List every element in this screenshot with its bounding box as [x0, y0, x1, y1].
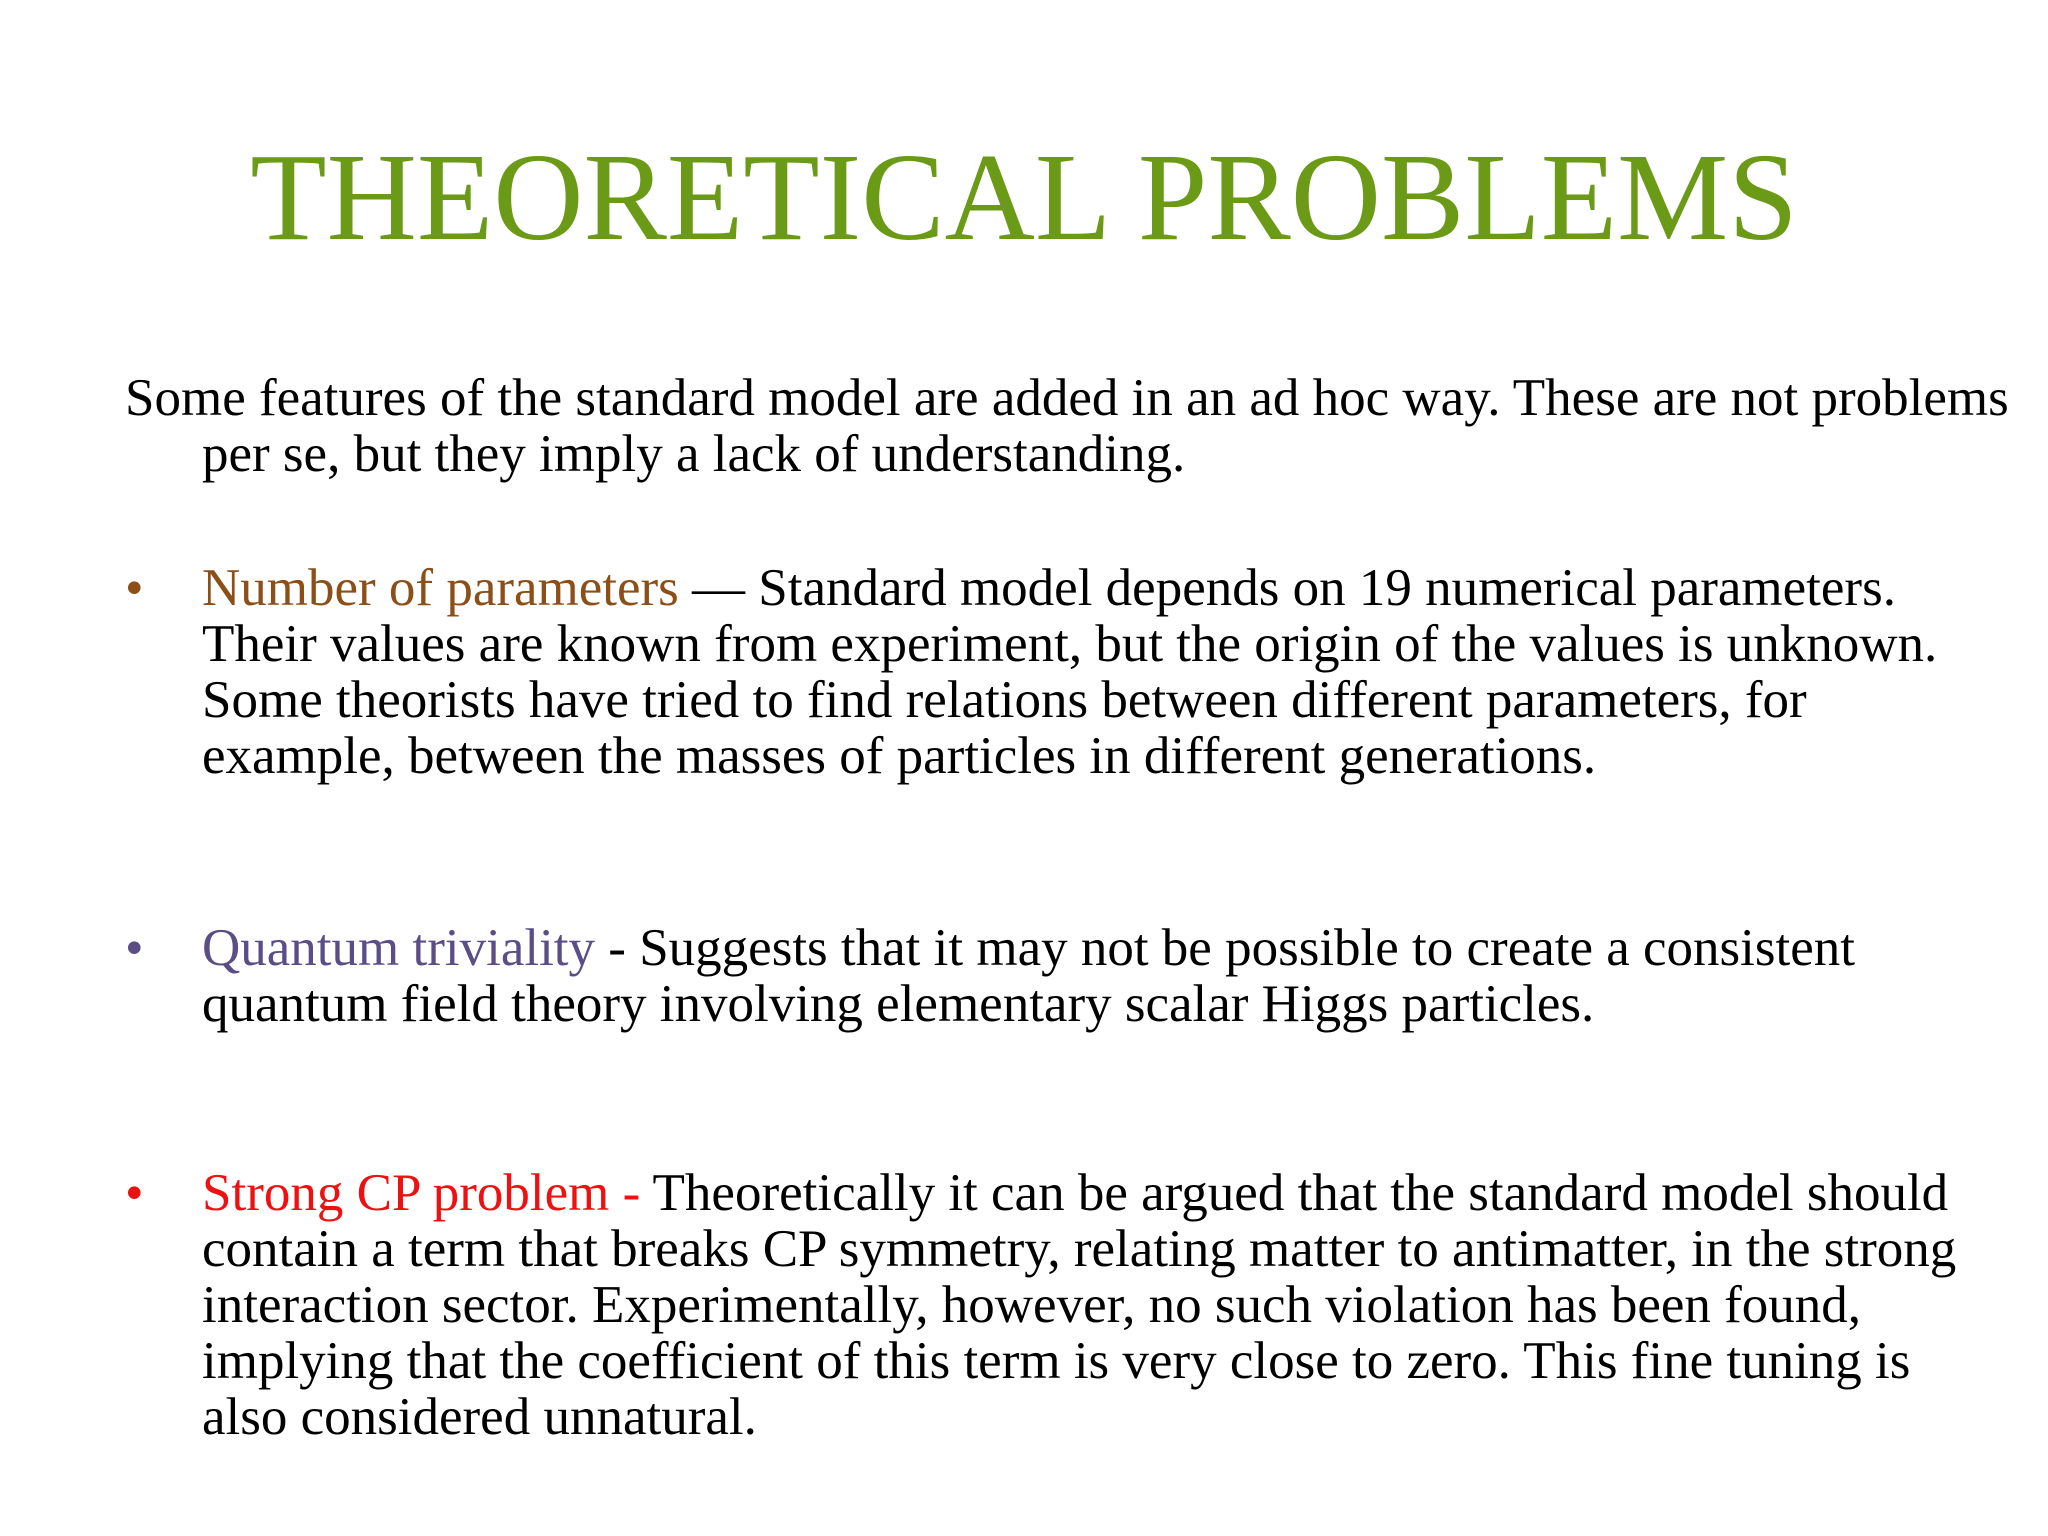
slide-title: THEORETICAL PROBLEMS: [250, 129, 1798, 267]
bullet-description: Theoretically it can be argued that the standard model should contain a term that breaks CP symmetry, relating matter to antimatter, in the strong interaction sector. Experimentally, however, no such violation has been found, implying that the coefficient of this term is very close to zero. This fine tuning is also considered unnatural.: [202, 1164, 1957, 1446]
bullet-dot-icon: •: [125, 1164, 144, 1222]
bullet-item-strong-cp-problem: [125, 1165, 1975, 1445]
intro-paragraph: Some features of the standard model are added in an ad hoc way. These are not problems per se, but they imply a lack of understanding.: [125, 369, 2009, 483]
bullet-item-quantum-triviality: [125, 920, 1975, 1032]
bullet-dot-icon: •: [125, 919, 144, 977]
bullet-term: Strong CP problem: [202, 1164, 610, 1222]
bullet-separator: -: [609, 1164, 653, 1222]
bullet-dot-icon: •: [125, 559, 144, 617]
bullet-description: Suggests that it may not be possible to create a consistent quantum field theory involving elementary scalar Higgs particles.: [202, 919, 1856, 1033]
bullet-text: [202, 1165, 1975, 1445]
bullet-separator: —: [678, 559, 759, 617]
bullet-description: Standard model depends on 19 numerical parameters. Their values are known from experiment, but the origin of the values is unknown. Some theorists have tried to find relations between different parameters, for example, between the masses of particles in different generations.: [202, 559, 1938, 785]
bullet-item-number-of-parameters: [125, 560, 1975, 784]
bullet-term: Number of parameters: [202, 559, 679, 617]
bullet-text: [202, 920, 1975, 1032]
bullet-separator: -: [595, 919, 640, 977]
bullet-text: [202, 560, 1975, 784]
bullet-term: Quantum triviality: [202, 919, 596, 977]
